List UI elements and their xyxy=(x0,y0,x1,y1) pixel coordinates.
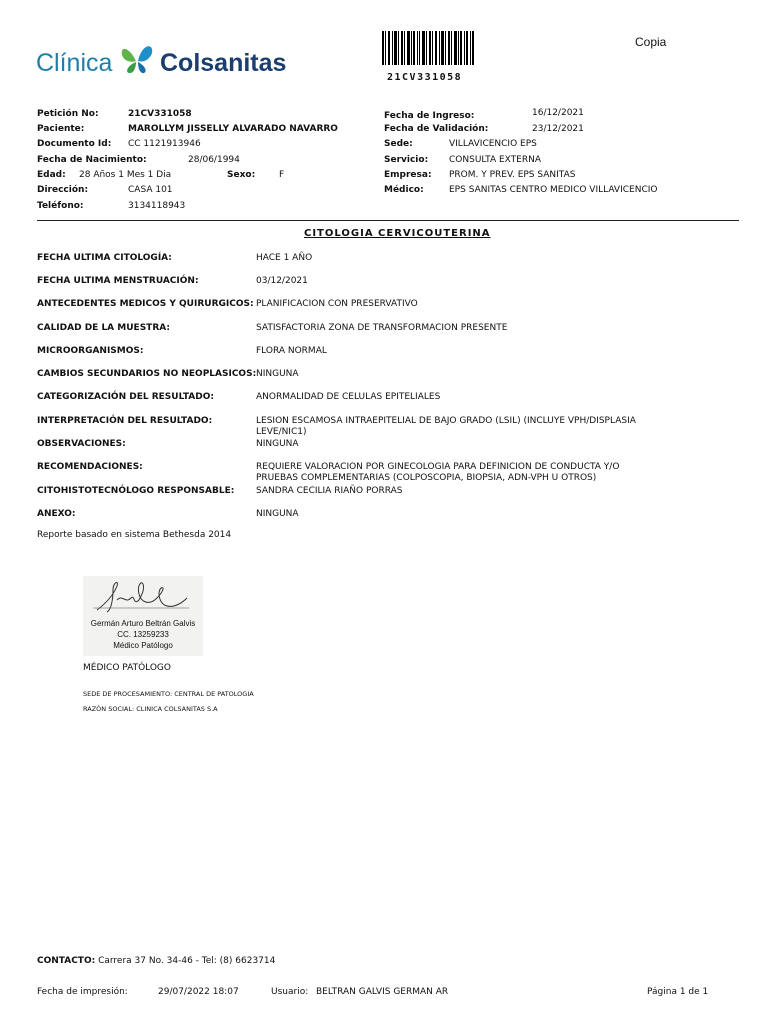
ingreso-label: Fecha de Ingreso: xyxy=(384,111,475,121)
footnote: Reporte basado en sistema Bethesda 2014 xyxy=(37,530,232,540)
signature-cc: CC. 13259233 xyxy=(117,630,169,639)
row-label: CATEGORIZACIÓN DEL RESULTADO: xyxy=(37,392,214,402)
row-value: SANDRA CECILIA RIAÑO PORRAS xyxy=(256,486,403,496)
row-label: FECHA ULTIMA CITOLOGÍA: xyxy=(37,253,172,263)
contacto-label: CONTACTO: xyxy=(37,956,96,966)
report-title: CITOLOGIA CERVICOUTERINA xyxy=(304,228,491,239)
usuario-value: BELTRAN GALVIS GERMAN AR xyxy=(316,987,449,997)
peticion-label: Petición No: xyxy=(37,109,99,119)
direccion-value: CASA 101 xyxy=(128,185,173,195)
medico-value: EPS SANITAS CENTRO MEDICO VILLAVICENCIO xyxy=(449,185,658,195)
telefono-value: 3134118943 xyxy=(128,201,186,211)
sexo-value: F xyxy=(279,170,285,180)
impresion-value: 29/07/2022 18:07 xyxy=(158,987,239,997)
telefono-label: Teléfono: xyxy=(37,201,84,211)
row-value: REQUIERE VALORACION POR GINECOLOGIA PARA DEFINICION DE CONDUCTA Y/O PRUEBAS COMPLEMENTARIAS (COLPOSCOPIA, BIOPSIA, ADN-VPH U OTROS) xyxy=(256,462,620,483)
row-value: NINGUNA xyxy=(256,369,299,379)
nacimiento-label: Fecha de Nacimiento: xyxy=(37,155,147,165)
empresa-label: Empresa: xyxy=(384,170,432,180)
servicio-label: Servicio: xyxy=(384,155,429,165)
empresa-value: PROM. Y PREV. EPS SANITAS xyxy=(449,170,576,180)
barcode-icon xyxy=(382,31,474,65)
sede-label: Sede: xyxy=(384,139,413,149)
row-value: SATISFACTORIA ZONA DE TRANSFORMACION PRESENTE xyxy=(256,323,508,333)
divider xyxy=(37,220,739,221)
sede-value: VILLAVICENCIO EPS xyxy=(449,139,537,149)
butterfly-logo-icon xyxy=(118,41,158,77)
row-label: CALIDAD DE LA MUESTRA: xyxy=(37,323,170,333)
barcode-number: 21CV331058 xyxy=(387,72,463,83)
row-label: CAMBIOS SECUNDARIOS NO NEOPLASICOS: xyxy=(37,369,257,379)
signature-block xyxy=(83,576,203,656)
logo-clinica: Clínica xyxy=(36,49,113,77)
direccion-label: Dirección: xyxy=(37,185,89,195)
contacto-value: Carrera 37 No. 34-46 - Tel: (8) 6623714 xyxy=(98,956,276,966)
sexo-label: Sexo: xyxy=(227,170,256,180)
servicio-value: CONSULTA EXTERNA xyxy=(449,155,542,165)
row-label: ANTECEDENTES MEDICOS Y QUIRURGICOS: xyxy=(37,299,254,309)
signature-icon xyxy=(83,576,203,618)
copy-label: Copia xyxy=(635,35,667,49)
paciente-label: Paciente: xyxy=(37,124,85,134)
peticion-value: 21CV331058 xyxy=(128,109,192,119)
paciente-value: MAROLLYM JISSELLY ALVARADO NAVARRO xyxy=(128,124,338,134)
validacion-label: Fecha de Validación: xyxy=(384,124,489,134)
usuario-label: Usuario: xyxy=(271,987,309,997)
page-number: Página 1 de 1 xyxy=(647,987,709,997)
row-value: NINGUNA xyxy=(256,439,299,449)
row-value: FLORA NORMAL xyxy=(256,346,327,356)
nacimiento-value: 28/06/1994 xyxy=(188,155,240,165)
row-label: FECHA ULTIMA MENSTRUACIÓN: xyxy=(37,276,199,286)
validacion-value: 23/12/2021 xyxy=(532,124,584,134)
row-value: PLANIFICACION CON PRESERVATIVO xyxy=(256,299,418,309)
sede-procesamiento: SEDE DE PROCESAMIENTO: CENTRAL DE PATOLOGIA xyxy=(83,690,254,698)
logo-colsanitas: Colsanitas xyxy=(160,49,287,77)
row-value: ANORMALIDAD DE CELULAS EPITELIALES xyxy=(256,392,441,402)
logo xyxy=(36,49,112,81)
edad-value: 28 Años 1 Mes 1 Dia xyxy=(79,170,172,180)
impresion-label: Fecha de impresión: xyxy=(37,987,128,997)
ingreso-value: 16/12/2021 xyxy=(532,108,584,118)
row-label: OBSERVACIONES: xyxy=(37,439,126,449)
documento-value: CC 1121913946 xyxy=(128,139,201,149)
row-value: HACE 1 AÑO xyxy=(256,253,313,263)
signature-role: Médico Patólogo xyxy=(113,641,173,650)
row-value: 03/12/2021 xyxy=(256,276,308,286)
signature-name: Germán Arturo Beltrán Galvis xyxy=(90,619,196,628)
medico-label: Médico: xyxy=(384,185,424,195)
razon-social: RAZÓN SOCIAL: CLINICA COLSANITAS S.A xyxy=(83,705,218,713)
row-label: INTERPRETACIÓN DEL RESULTADO: xyxy=(37,416,213,426)
row-value: NINGUNA xyxy=(256,509,299,519)
edad-label: Edad: xyxy=(37,170,66,180)
contacto xyxy=(37,956,275,966)
row-label: RECOMENDACIONES: xyxy=(37,462,143,472)
row-value: LESION ESCAMOSA INTRAEPITELIAL DE BAJO GRADO (LSIL) (INCLUYE VPH/DISPLASIA LEVE/NIC1) xyxy=(256,416,636,437)
row-label: ANEXO: xyxy=(37,509,76,519)
row-label: CITOHISTOTECNÓLOGO RESPONSABLE: xyxy=(37,486,235,496)
documento-label: Documento Id: xyxy=(37,139,112,149)
row-label: MICROORGANISMOS: xyxy=(37,346,144,356)
signature-title: MÉDICO PATÓLOGO xyxy=(83,663,171,673)
